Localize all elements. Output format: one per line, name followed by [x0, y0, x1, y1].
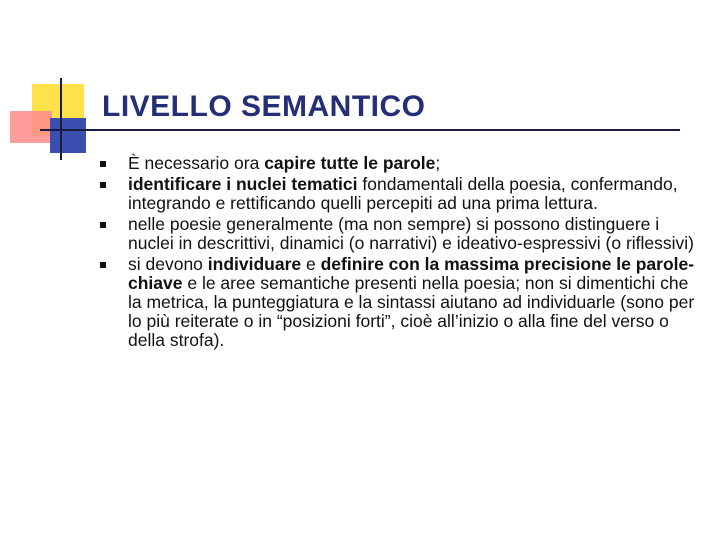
- bullet-text: e le aree semantiche presenti nella poesia; non si dimentichi che la metrica, la punteggiatura e la sintassi aiutano ad individuarle (sono per lo più reiterate o in “posizioni forti”, cioè all’inizio o alla fine del verso o della strofa).: [128, 273, 695, 350]
- bullet-square-icon: [100, 161, 106, 167]
- bullet-item: [100, 154, 700, 173]
- bullet-text: e: [301, 254, 321, 274]
- bullet-bold-text: identificare i nuclei tematici: [128, 174, 358, 194]
- bullet-text: nelle poesie generalmente (ma non sempre) si possono distinguere i nuclei in descrittivi, dinamici (o narrativi) e ideativo-espressivi (o riflessivi): [128, 214, 695, 253]
- decor-blue-square: [50, 118, 86, 153]
- decor-red-square: [10, 111, 52, 143]
- bullet-list: [100, 154, 700, 352]
- bullet-text: ;: [435, 153, 441, 173]
- bullet-text: fondamentali della poesia, confermando, integrando e rettificando quelli percepiti ad una prima lettura.: [128, 174, 678, 213]
- bullet-bold-text: individuare: [207, 254, 302, 274]
- bullet-item: [100, 215, 700, 253]
- title-underline: [40, 129, 680, 131]
- bullet-square-icon: [100, 222, 106, 228]
- bullet-item: [100, 175, 700, 213]
- bullet-item: [100, 255, 700, 350]
- bullet-bold-text: definire con la massima precisione le parole-chiave: [128, 254, 695, 293]
- decor-vertical-line: [60, 78, 62, 160]
- bullet-bold-text: capire tutte le parole: [264, 153, 436, 173]
- slide-title: LIVELLO SEMANTICO: [102, 90, 426, 123]
- bullet-square-icon: [100, 262, 106, 268]
- bullet-text: È necessario ora: [128, 153, 265, 173]
- bullet-square-icon: [100, 182, 106, 188]
- bullet-text: si devono: [128, 254, 208, 274]
